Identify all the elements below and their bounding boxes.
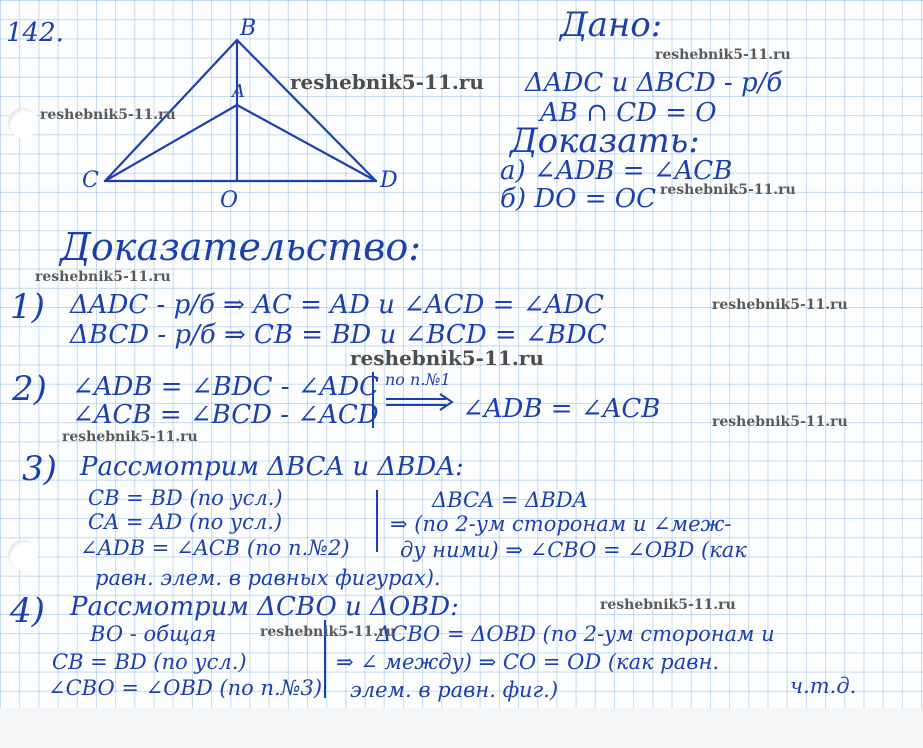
- step-3-line-3: ∠ADB = ∠ACB (по п.№2): [80, 536, 350, 560]
- step-4-result-1: ΔCBO = ΔOBD (по 2-ум сторонам и: [376, 622, 775, 646]
- problem-number: 142.: [6, 18, 64, 48]
- watermark: reshebnik5-11.ru: [260, 624, 396, 640]
- step-1-line-1: ΔADC - р/б ⇒ AC = AD и ∠ACD = ∠ADC: [70, 290, 604, 320]
- segment-bd: [237, 40, 376, 181]
- step-4-line-2: CB = BD (по усл.): [52, 650, 247, 674]
- step-3-result-2: ⇒ (по 2-ум сторонам и ∠меж-: [390, 512, 732, 536]
- step-3-line-2: CA = AD (по усл.): [88, 510, 283, 534]
- label-a: A: [232, 81, 245, 102]
- label-d: D: [380, 168, 398, 193]
- watermark: reshebnik5-11.ru: [655, 47, 791, 63]
- dano-heading: Дано:: [560, 5, 663, 45]
- step-3-bracket: [376, 490, 378, 552]
- dokazat-b: б) DO = OC: [500, 184, 656, 214]
- step-3-heading: Рассмотрим ΔBCA и ΔBDA:: [80, 452, 464, 482]
- step-2-line-2: ∠ACB = ∠BCD - ∠ACD: [72, 400, 379, 430]
- watermark: reshebnik5-11.ru: [290, 70, 484, 94]
- watermark: reshebnik5-11.ru: [35, 269, 171, 285]
- step-2-line-1: ∠ADB = ∠BDC - ∠ADC: [72, 372, 380, 402]
- step-3-result-1: ΔBCA = ΔBDA: [432, 488, 588, 512]
- punch-hole-bottom: [8, 540, 38, 570]
- step-1-line-2: ΔBCD - р/б ⇒ CB = BD и ∠BCD = ∠BDC: [70, 320, 607, 350]
- watermark: reshebnik5-11.ru: [62, 429, 198, 445]
- dokazat-a: а) ∠ADB = ∠ACB: [500, 156, 733, 186]
- scan-bottom-margin: [0, 708, 923, 748]
- label-o: O: [220, 188, 239, 213]
- dano-line-2: AB ∩ CD = O: [540, 98, 717, 128]
- step-4-result-3: элем. в равн. фиг.): [350, 678, 559, 702]
- step-2-implies-arrow: [384, 392, 456, 412]
- proof-heading: Доказательство:: [60, 225, 422, 269]
- watermark: reshebnik5-11.ru: [40, 107, 176, 123]
- step-3-result-3: ду ними) ⇒ ∠CBO = ∠OBD (как: [400, 538, 747, 562]
- step-3-result-4: равн. элем. в равных фигурах).: [95, 566, 441, 590]
- watermark: reshebnik5-11.ru: [660, 182, 796, 198]
- step-3-line-1: CB = BD (по усл.): [88, 486, 283, 510]
- watermark: reshebnik5-11.ru: [712, 414, 848, 430]
- step-2-number: 2): [12, 369, 47, 409]
- watermark: reshebnik5-11.ru: [350, 346, 544, 370]
- step-2-result: ∠ADB = ∠ACB: [462, 394, 661, 424]
- segment-ad: [237, 105, 376, 181]
- qed: ч.т.д.: [790, 674, 857, 698]
- step-4-heading: Рассмотрим ΔCBO и ΔOBD:: [70, 592, 459, 622]
- step-4-line-1: BO - общая: [90, 622, 217, 646]
- label-b: B: [240, 16, 257, 41]
- dano-line-1: ΔADC и ΔBCD - р/б: [525, 68, 783, 98]
- label-c: C: [82, 168, 99, 193]
- punch-hole-top: [8, 108, 38, 138]
- step-4-line-3: ∠CBO = ∠OBD (по п.№3): [48, 676, 323, 700]
- dokazat-heading: Доказать:: [510, 121, 700, 161]
- step-1-number: 1): [10, 287, 45, 327]
- step-2-bracket: [372, 372, 374, 428]
- step-4-result-2: ⇒ ∠ между) ⇒ CO = OD (как равн.: [336, 650, 720, 674]
- step-3-number: 3): [22, 449, 57, 489]
- watermark: reshebnik5-11.ru: [712, 297, 848, 313]
- watermark: reshebnik5-11.ru: [600, 597, 736, 613]
- step-4-number: 4): [10, 591, 45, 631]
- step-2-note: по п.№1: [385, 370, 451, 389]
